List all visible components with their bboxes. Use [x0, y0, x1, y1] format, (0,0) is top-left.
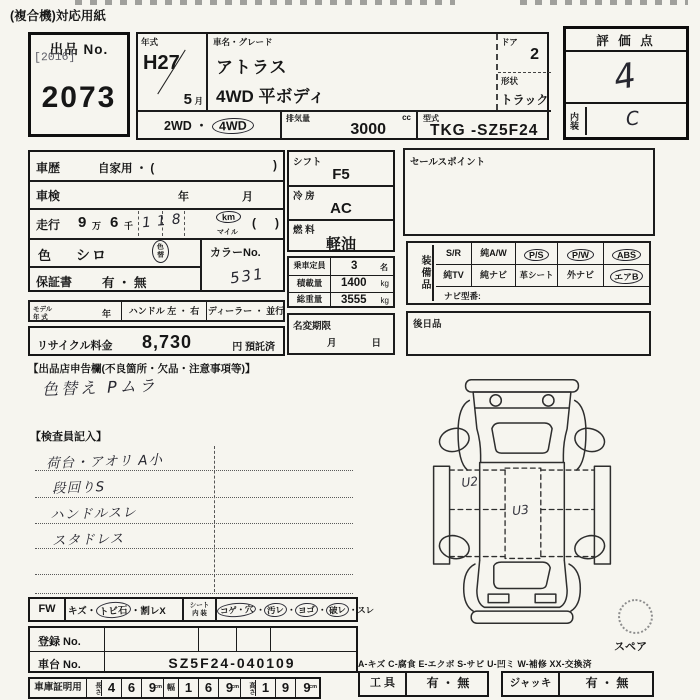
digit: 9 [225, 680, 234, 695]
digit: 9 [148, 680, 157, 695]
spec-box [136, 32, 549, 140]
shape-label: 形状 [501, 76, 519, 86]
equipment-row-2 [436, 265, 649, 287]
height-digit: 9 [276, 679, 296, 697]
inspector-note-4: スタドレス [51, 530, 125, 550]
history-value: 自家用 ・ ( [98, 163, 155, 175]
displacement-unit: cc [402, 113, 411, 122]
shift-label: シフト [293, 157, 322, 168]
dealer-cell: ディーラー ・ 並行 [207, 306, 285, 316]
seat-wear: ・スレ [348, 605, 374, 615]
sales-point-box [403, 148, 655, 236]
displacement-label: 排気量 [286, 114, 310, 123]
payload-label: 積載量 [289, 275, 331, 292]
fuel-value: 軽油 [325, 236, 356, 253]
paper-type-note: (複合機)対応用紙 [10, 9, 106, 23]
navi-model-label: ナビ型番: [444, 291, 481, 301]
score-label: 評 価 点 [566, 31, 686, 52]
gross-weight-unit: kg [380, 296, 389, 305]
model-code-value: TKG -SZ5F24 [430, 122, 539, 139]
seat-condition-cell [217, 599, 374, 620]
history-label: 車歴 [36, 161, 61, 175]
note-ruled-line [35, 523, 353, 524]
mile-unit: マイル [217, 229, 238, 236]
sen-unit: 千 [124, 221, 134, 231]
equip-oem-navi: 純ナビ [472, 265, 516, 286]
door-label: ドア [501, 37, 518, 47]
seat-label-top: シート [189, 602, 210, 609]
width-digit: 1 [179, 679, 199, 697]
equip-abs-cell [604, 243, 649, 264]
seat-burn-hole-circled: コゲ・穴 [217, 602, 257, 619]
drive-selected-circle: 4WD [212, 117, 254, 134]
lot-number: 2073 [41, 81, 117, 114]
name-change-month: 月 [327, 338, 337, 349]
displacement-cell [282, 110, 418, 139]
vehicle-name-label: 車名・グレード [213, 37, 273, 47]
year-value: H27 [143, 52, 180, 74]
equip-airbag-circled: エアB [610, 268, 643, 284]
later-items-box [406, 311, 651, 356]
note-ruled-line [35, 497, 353, 498]
row-divider [30, 180, 283, 182]
inspector-note-1: 荷台・アオリ A小 [45, 451, 164, 473]
door-value: 2 [530, 46, 539, 63]
inspector-notes-area [30, 444, 356, 596]
truck-top-view [413, 376, 631, 628]
width-label: 幅 [164, 679, 179, 697]
capacity-value: 3 [351, 260, 358, 272]
digit-divider [138, 211, 139, 236]
payload-unit: kg [380, 279, 389, 288]
length-label: 長さ [87, 680, 102, 696]
year-stamp: [2016] [33, 50, 76, 65]
month-value: 5 [183, 91, 192, 108]
inspector-note-2: 段回りS [51, 479, 106, 497]
damage-mark-center-dent: U3 [511, 502, 530, 519]
front-window-label: FW [30, 599, 66, 620]
length-digit [142, 679, 164, 697]
equip-power-windows-circled: P/W [567, 249, 594, 262]
warranty-value: 有 ・ 無 [102, 276, 147, 290]
recycle-fee-unit: 円 預託済 [232, 342, 275, 353]
row-divider [289, 219, 393, 221]
damage-diagram [413, 376, 631, 628]
name-change-day: 日 [371, 338, 381, 349]
chassis-no-label: 車台 No. [38, 659, 81, 671]
capacity-label: 乗車定員 [289, 258, 331, 275]
row-divider [30, 208, 283, 210]
length-digit: 6 [122, 679, 142, 697]
vehicle-grade: 4WD 平ボディ [216, 87, 326, 106]
fuel-label: 燃 料 [293, 225, 315, 236]
equip-airbag-cell [604, 265, 649, 286]
row-divider [30, 266, 200, 268]
vehicle-info-block [28, 150, 285, 292]
equip-power-steering-cell [516, 243, 558, 264]
digit: 9 [303, 680, 311, 695]
shaken-year-unit: 年 [178, 191, 189, 203]
seller-declaration-label: 【出品店申告欄(不良箇所・欠品・注意事項等)】 [28, 363, 256, 375]
gross-weight-value: 3555 [341, 294, 367, 306]
separator-dot: ・ [317, 605, 327, 615]
reg-cell-divider [270, 628, 271, 651]
mileage-handwritten: 118 [141, 210, 188, 232]
model-code-cell [418, 110, 551, 139]
history-paren-close: ) [273, 160, 277, 172]
jack-value: 有 ・ 無 [585, 676, 629, 690]
model-year-label-bottom: 年 式 [33, 314, 48, 321]
warranty-label: 保証書 [36, 275, 73, 289]
cm-unit: cm [309, 684, 317, 690]
handle-cell: ハンドル 左 ・ 右 [122, 302, 207, 320]
fw-scratch: キズ・ [68, 606, 97, 617]
gross-weight-label: 総重量 [289, 292, 331, 308]
interior-row [566, 102, 686, 136]
year-cell [138, 34, 208, 110]
color-label: 色 [38, 248, 52, 263]
inspector-section-label: 【検査員記入】 [30, 431, 107, 443]
seller-declaration-handwritten: 色替え Pムラ [41, 375, 159, 400]
color-value: シロ [76, 247, 108, 263]
damage-mark-left-dent: U2 [460, 474, 479, 490]
equipment-label: 装備品 [408, 245, 434, 301]
inspector-note-3: ハンドルスレ [49, 504, 137, 524]
spare-tire-label: スペア [614, 641, 647, 653]
drive-cell [138, 110, 282, 139]
later-items-label: 後日品 [413, 319, 442, 330]
model-year-row [28, 300, 285, 322]
height-label: 高さ [241, 680, 256, 696]
jack-label: ジャッキ [503, 673, 560, 695]
length-digit: 4 [102, 679, 122, 697]
equip-power-steering-circled: P/S [524, 249, 549, 262]
height-digit [296, 679, 318, 697]
weights-box [287, 256, 395, 308]
displacement-value: 3000 [350, 121, 386, 138]
tools-value: 有 ・ 無 [426, 676, 470, 690]
note-ruled-line [35, 593, 353, 594]
name-change-box [287, 313, 395, 355]
door-shape-divider [498, 72, 551, 73]
equipment-row-1 [436, 243, 649, 265]
man-unit: 万 [92, 221, 102, 231]
separator-dot: ・ [256, 605, 265, 615]
mile-paren-close: ) [275, 216, 279, 230]
mile-paren-open: ( [252, 216, 256, 230]
equipment-box [406, 241, 651, 305]
clipped-print-line [520, 0, 688, 5]
row-divider [289, 185, 393, 187]
year-label: 年式 [141, 37, 159, 47]
fw-seat-row [28, 597, 374, 622]
separator-dot: ・ [287, 605, 296, 615]
reg-cell-divider [198, 628, 199, 651]
width-digit [219, 679, 241, 697]
recycle-fee-box [28, 326, 285, 356]
seat-stain-circled: 汚レ [264, 602, 288, 618]
tools-box [358, 671, 489, 697]
height-digit: 1 [256, 679, 276, 697]
mileage-label: 走行 [36, 218, 61, 232]
registration-chassis-box [28, 626, 358, 673]
door-shape-cell [496, 34, 551, 110]
model-year-cell [30, 302, 122, 320]
drivetrain-box [287, 150, 395, 252]
seat-tear-circled: 破レ [326, 602, 350, 618]
equip-oem-tv: 純TV [436, 265, 472, 286]
interior-grade-handwritten: C [624, 107, 641, 131]
mileage-ten-thousands: 9 [78, 214, 87, 231]
cm-unit: cm [231, 684, 239, 690]
seat-interior-label-cell [184, 599, 217, 620]
drive-options: 2WD ・ [164, 119, 208, 133]
clipped-print-line [75, 0, 455, 5]
equip-sunroof: S/R [436, 243, 472, 264]
garage-label: 車庫証明用 [30, 679, 87, 697]
name-change-label: 名変期限 [293, 321, 332, 332]
aircon-label: 冷 房 [293, 191, 315, 202]
model-code-label: 型式 [423, 114, 439, 123]
score-box [563, 26, 689, 140]
shaken-label: 車検 [36, 189, 61, 203]
row-divider [30, 651, 356, 652]
repaint-mark-circled: 色替 [152, 240, 170, 264]
fw-crack: ・割レX [130, 606, 166, 617]
lot-number-box [28, 32, 130, 137]
note-column-divider [214, 446, 215, 592]
fw-stone-chip-circled: トビ石 [96, 601, 132, 619]
aircon-value: AC [330, 200, 352, 217]
registration-no-label: 登録 No. [38, 636, 81, 648]
tools-label: 工 具 [360, 673, 407, 695]
km-unit-circled: km [216, 211, 241, 224]
recycle-fee-label: リサイクル料金 [37, 340, 113, 352]
damage-code-legend: A-キズ C-腐食 E-エクボ S-サビ U-凹ミ W-補修 XX-交換済 [358, 659, 592, 669]
sales-point-label: セールスポイント [410, 157, 486, 168]
fw-condition-cell [66, 599, 184, 620]
vehicle-name: アトラス [216, 58, 288, 77]
mileage-thousands: 6 [110, 214, 119, 231]
cm-unit: cm [154, 684, 162, 690]
jack-box [501, 671, 654, 697]
recycle-fee-value: 8,730 [142, 332, 193, 352]
column-divider [200, 238, 202, 291]
equip-power-windows-cell [558, 243, 604, 264]
width-digit: 6 [199, 679, 219, 697]
seat-dirt-circled: ヨゴ [295, 602, 319, 618]
model-year-unit: 年 [101, 309, 111, 319]
reg-cell-divider [236, 628, 237, 651]
equip-abs-circled: ABS [612, 248, 641, 261]
garage-dimensions-row [28, 677, 321, 699]
month-unit: 月 [194, 96, 203, 106]
color-no-label: カラーNo. [210, 247, 261, 259]
lot-label: 出品 No. [49, 42, 109, 57]
vehicle-name-cell [208, 34, 496, 110]
equip-aftermarket-navi: 外ナビ [558, 265, 604, 286]
equip-alloy-wheels: 純A/W [472, 243, 516, 264]
chassis-no-value: SZ5F24-040109 [168, 655, 296, 671]
capacity-unit: 名 [380, 263, 388, 272]
shaken-month-unit: 月 [242, 191, 253, 203]
model-year-label-top: モデル [33, 306, 53, 313]
seat-label-bottom: 内 装 [192, 609, 207, 617]
spare-tire-circle [618, 599, 653, 634]
note-ruled-line [35, 574, 353, 575]
score-value-handwritten: 4 [610, 55, 639, 99]
shape-value: トラック [500, 93, 549, 107]
interior-label: 内装 [569, 107, 587, 135]
shift-value: F5 [332, 166, 350, 183]
payload-value: 1400 [341, 277, 367, 289]
color-no-handwritten: 531 [228, 264, 266, 288]
equip-leather-seat: 革シート [516, 265, 558, 286]
